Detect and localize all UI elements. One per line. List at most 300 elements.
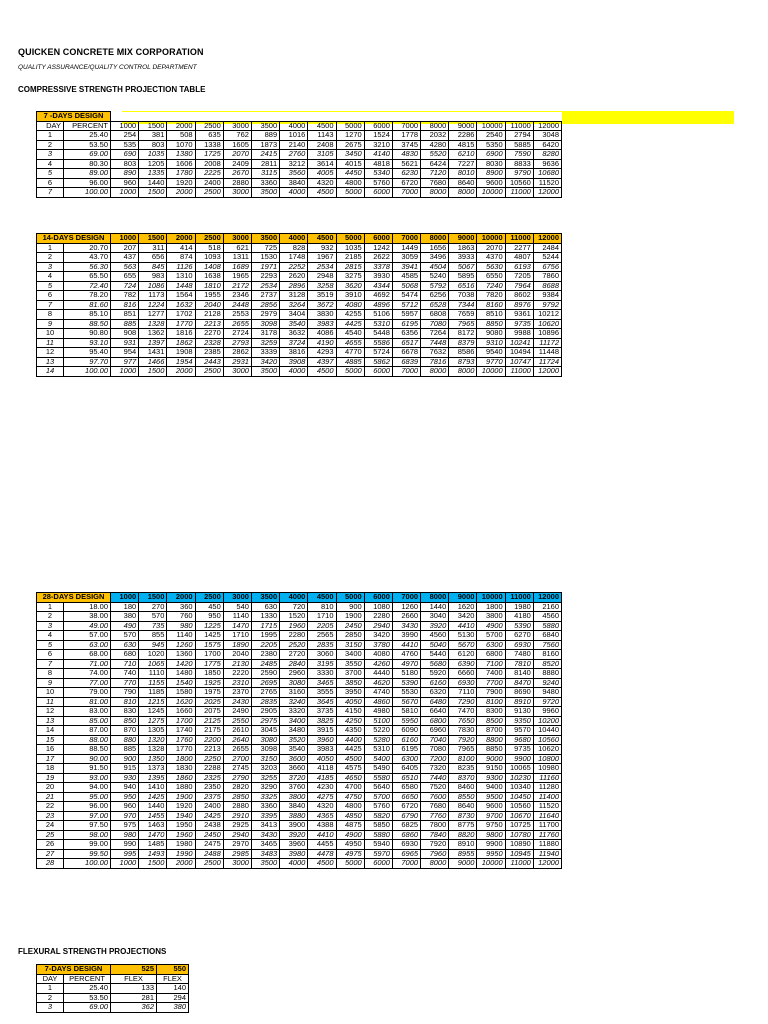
value-cell: 4320 — [308, 178, 336, 188]
strength-header: 1000 — [111, 121, 139, 131]
value-cell: 2438 — [195, 821, 223, 831]
table-row — [37, 272, 562, 282]
table-row — [37, 188, 562, 198]
flex-header: FLEX — [111, 974, 157, 984]
value-cell: 3465 — [251, 840, 279, 850]
value-cell: 4500 — [336, 754, 364, 764]
value-cell: 850 — [111, 716, 139, 726]
value-cell: 4275 — [308, 792, 336, 802]
value-cell: 4293 — [308, 348, 336, 358]
table-14-days — [36, 233, 562, 377]
percent-cell: 49.00 — [64, 621, 111, 631]
value-cell: 6965 — [392, 849, 420, 859]
value-cell: 1225 — [195, 621, 223, 631]
value-cell: 2475 — [195, 840, 223, 850]
value-cell: 4500 — [308, 188, 336, 198]
percent-cell: 81.60 — [64, 300, 111, 310]
value-cell: 7227 — [449, 159, 477, 169]
percent-cell: 93.10 — [64, 338, 111, 348]
value-cell: 8235 — [449, 764, 477, 774]
value-cell: 1440 — [139, 802, 167, 812]
value-cell: 4255 — [336, 310, 364, 320]
strength-header: 8000 — [421, 121, 449, 131]
value-cell: 8833 — [505, 159, 533, 169]
value-cell: 5792 — [421, 281, 449, 291]
value-cell: 7900 — [477, 688, 505, 698]
table-28-days — [36, 592, 562, 869]
value-cell: 2815 — [336, 262, 364, 272]
value-cell: 6320 — [421, 688, 449, 698]
percent-cell: 53.50 — [64, 993, 111, 1003]
value-cell: 2896 — [280, 281, 308, 291]
day-cell: 8 — [37, 310, 64, 320]
table-subheader-row — [37, 974, 189, 984]
percent-cell: 93.00 — [64, 773, 111, 783]
value-cell: 1700 — [195, 650, 223, 660]
value-cell: 2000 — [167, 859, 195, 869]
value-cell: 3555 — [308, 688, 336, 698]
value-cell: 8000 — [421, 367, 449, 377]
value-cell: 4080 — [364, 650, 392, 660]
day-cell: 10 — [37, 329, 64, 339]
table-row — [37, 159, 562, 169]
value-cell: 3560 — [280, 169, 308, 179]
value-cell: 5630 — [477, 262, 505, 272]
value-cell: 855 — [139, 631, 167, 641]
value-cell: 1500 — [139, 188, 167, 198]
value-cell: 2140 — [280, 140, 308, 150]
value-cell: 4410 — [392, 640, 420, 650]
value-cell: 1330 — [251, 612, 279, 622]
value-cell: 4850 — [336, 811, 364, 821]
value-cell: 3045 — [251, 726, 279, 736]
value-cell: 10000 — [477, 859, 505, 869]
value-cell: 2640 — [223, 735, 251, 745]
value-cell: 2500 — [195, 859, 223, 869]
value-cell: 2880 — [223, 802, 251, 812]
value-cell: 10620 — [533, 319, 561, 329]
value-cell: 3178 — [251, 329, 279, 339]
value-cell: 3800 — [280, 792, 308, 802]
value-cell: 4250 — [336, 716, 364, 726]
value-cell: 4750 — [336, 792, 364, 802]
value-cell: 3378 — [364, 262, 392, 272]
value-cell: 3483 — [251, 849, 279, 859]
value-cell: 1000 — [111, 188, 139, 198]
value-cell: 2745 — [223, 764, 251, 774]
value-cell: 3500 — [251, 367, 279, 377]
value-cell: 1493 — [139, 849, 167, 859]
value-cell: 5670 — [392, 697, 420, 707]
table-row — [37, 783, 562, 793]
value-cell: 10065 — [505, 764, 533, 774]
value-cell: 2213 — [195, 745, 223, 755]
value-cell: 4000 — [280, 188, 308, 198]
day-cell: 24 — [37, 821, 64, 831]
percent-cell: 43.70 — [64, 253, 111, 263]
value-cell: 518 — [195, 243, 223, 253]
table-row — [37, 300, 562, 310]
value-cell: 3465 — [308, 678, 336, 688]
value-cell: 4440 — [364, 669, 392, 679]
value-cell: 9570 — [505, 726, 533, 736]
value-cell: 2040 — [223, 650, 251, 660]
value-cell: 735 — [139, 621, 167, 631]
value-cell: 3240 — [280, 697, 308, 707]
table-row — [37, 131, 562, 141]
value-cell: 5220 — [364, 726, 392, 736]
table-row — [37, 754, 562, 764]
table-header-row — [37, 121, 562, 131]
value-cell: 6650 — [392, 792, 420, 802]
value-cell: 4760 — [392, 650, 420, 660]
value-cell: 2940 — [223, 830, 251, 840]
value-cell: 133 — [111, 984, 157, 994]
table-row — [37, 669, 562, 679]
value-cell: 1000 — [111, 859, 139, 869]
value-cell: 6640 — [421, 707, 449, 717]
day-header: DAY — [37, 974, 64, 984]
value-cell: 11400 — [533, 792, 561, 802]
percent-cell: 88.50 — [64, 745, 111, 755]
flexural-title: FLEXURAL STRENGTH PROJECTIONS — [18, 947, 167, 956]
value-cell: 6510 — [392, 773, 420, 783]
day-cell: 18 — [37, 764, 64, 774]
value-cell: 1470 — [139, 830, 167, 840]
value-cell: 656 — [139, 253, 167, 263]
value-cell: 8900 — [477, 169, 505, 179]
value-cell: 1710 — [223, 631, 251, 641]
value-cell: 5712 — [392, 300, 420, 310]
value-cell: 8800 — [477, 735, 505, 745]
day-cell: 7 — [37, 188, 64, 198]
value-cell: 2252 — [280, 262, 308, 272]
value-cell: 1564 — [167, 291, 195, 301]
value-cell: 3160 — [280, 688, 308, 698]
value-cell: 3255 — [251, 773, 279, 783]
value-cell: 9636 — [533, 159, 561, 169]
value-cell: 2695 — [251, 678, 279, 688]
strength-header: 2500 — [195, 234, 223, 244]
value-cell: 3950 — [336, 688, 364, 698]
value-cell: 6678 — [392, 348, 420, 358]
value-cell: 1373 — [139, 764, 167, 774]
value-cell: 1863 — [449, 243, 477, 253]
value-cell: 5940 — [364, 840, 392, 850]
flex-strength-header: 550 — [157, 965, 189, 975]
day-cell: 23 — [37, 811, 64, 821]
value-cell: 3500 — [251, 188, 279, 198]
value-cell: 1524 — [364, 131, 392, 141]
value-cell: 1780 — [167, 169, 195, 179]
value-cell: 1925 — [195, 678, 223, 688]
value-cell: 1350 — [139, 754, 167, 764]
percent-cell: 95.40 — [64, 348, 111, 358]
table-header-row — [37, 593, 562, 603]
value-cell: 4900 — [477, 621, 505, 631]
strength-header: 6000 — [364, 593, 392, 603]
value-cell: 2850 — [336, 631, 364, 641]
value-cell: 8160 — [533, 650, 561, 660]
value-cell: 1873 — [251, 140, 279, 150]
value-cell: 7680 — [421, 802, 449, 812]
table-row — [37, 859, 562, 869]
value-cell: 1448 — [167, 281, 195, 291]
value-cell: 7120 — [421, 169, 449, 179]
value-cell: 1520 — [280, 612, 308, 622]
table-row — [37, 984, 189, 994]
value-cell: 6960 — [421, 726, 449, 736]
table-row — [37, 612, 562, 622]
percent-cell: 100.00 — [64, 859, 111, 869]
value-cell: 9150 — [477, 764, 505, 774]
day-cell: 14 — [37, 726, 64, 736]
value-cell: 4410 — [449, 621, 477, 631]
value-cell: 6210 — [449, 150, 477, 160]
value-cell: 5340 — [364, 169, 392, 179]
value-cell: 9735 — [505, 745, 533, 755]
value-cell: 8602 — [505, 291, 533, 301]
value-cell: 4504 — [421, 262, 449, 272]
value-cell: 2960 — [280, 669, 308, 679]
value-cell: 3330 — [308, 669, 336, 679]
value-cell: 1500 — [139, 367, 167, 377]
value-cell: 6930 — [449, 678, 477, 688]
percent-cell: 90.80 — [64, 329, 111, 339]
value-cell: 2380 — [251, 650, 279, 660]
day-cell: 2 — [37, 612, 64, 622]
value-cell: 3059 — [392, 253, 420, 263]
value-cell: 2979 — [251, 310, 279, 320]
table-row — [37, 1003, 189, 1013]
value-cell: 4086 — [308, 329, 336, 339]
value-cell: 2850 — [223, 792, 251, 802]
value-cell: 1440 — [139, 178, 167, 188]
value-cell: 1328 — [139, 745, 167, 755]
value-cell: 7038 — [449, 291, 477, 301]
value-cell: 1173 — [139, 291, 167, 301]
value-cell: 5400 — [364, 754, 392, 764]
value-cell: 4320 — [308, 802, 336, 812]
value-cell: 5474 — [392, 291, 420, 301]
value-cell: 8793 — [449, 357, 477, 367]
value-cell: 5700 — [364, 792, 392, 802]
value-cell: 1440 — [421, 602, 449, 612]
value-cell: 1480 — [167, 669, 195, 679]
value-cell: 3941 — [392, 262, 420, 272]
value-cell: 4397 — [308, 357, 336, 367]
value-cell: 11000 — [505, 367, 533, 377]
value-cell: 7659 — [449, 310, 477, 320]
day-cell: 6 — [37, 291, 64, 301]
value-cell: 10560 — [533, 735, 561, 745]
value-cell: 6230 — [392, 169, 420, 179]
value-cell: 3980 — [280, 849, 308, 859]
strength-header: 3000 — [223, 234, 251, 244]
value-cell: 7000 — [392, 367, 420, 377]
value-cell: 970 — [111, 811, 139, 821]
percent-cell: 25.40 — [64, 131, 111, 141]
strength-header: 5000 — [336, 593, 364, 603]
value-cell: 8640 — [449, 178, 477, 188]
value-cell: 4830 — [392, 150, 420, 160]
value-cell: 2910 — [223, 811, 251, 821]
value-cell: 7760 — [421, 811, 449, 821]
value-cell: 10450 — [505, 792, 533, 802]
day-cell: 13 — [37, 357, 64, 367]
value-cell: 2675 — [336, 140, 364, 150]
value-cell: 4807 — [505, 253, 533, 263]
value-cell: 2280 — [364, 612, 392, 622]
value-cell: 9735 — [505, 319, 533, 329]
value-cell: 880 — [111, 735, 139, 745]
value-cell: 9800 — [477, 830, 505, 840]
table-row — [37, 243, 562, 253]
value-cell: 2835 — [308, 640, 336, 650]
value-cell: 9350 — [505, 716, 533, 726]
day-cell: 21 — [37, 792, 64, 802]
value-cell: 8586 — [449, 348, 477, 358]
strength-header: 2000 — [167, 234, 195, 244]
day-cell: 11 — [37, 338, 64, 348]
value-cell: 1110 — [139, 669, 167, 679]
table-row — [37, 802, 562, 812]
value-cell: 1035 — [336, 243, 364, 253]
value-cell: 6528 — [421, 300, 449, 310]
percent-cell: 63.00 — [64, 640, 111, 650]
value-cell: 2032 — [421, 131, 449, 141]
day-cell: 7 — [37, 659, 64, 669]
value-cell: 1689 — [223, 262, 251, 272]
percent-cell: 57.00 — [64, 631, 111, 641]
value-cell: 5724 — [364, 348, 392, 358]
value-cell: 2425 — [195, 811, 223, 821]
value-cell: 1605 — [223, 140, 251, 150]
table-row — [37, 773, 562, 783]
value-cell: 4650 — [336, 773, 364, 783]
value-cell: 3830 — [308, 310, 336, 320]
value-cell: 908 — [111, 329, 139, 339]
value-cell: 2765 — [251, 688, 279, 698]
value-cell: 2490 — [223, 707, 251, 717]
value-cell: 6270 — [505, 631, 533, 641]
value-cell: 2175 — [195, 726, 223, 736]
value-cell: 990 — [111, 840, 139, 850]
value-cell: 6790 — [392, 811, 420, 821]
value-cell: 1965 — [223, 272, 251, 282]
value-cell: 4560 — [421, 631, 449, 641]
strength-header: 11000 — [505, 121, 533, 131]
value-cell: 2280 — [280, 631, 308, 641]
value-cell: 6660 — [449, 669, 477, 679]
value-cell: 8820 — [449, 830, 477, 840]
value-cell: 3910 — [336, 291, 364, 301]
percent-cell: 88.00 — [64, 735, 111, 745]
value-cell: 8688 — [533, 281, 561, 291]
value-cell: 8280 — [533, 150, 561, 160]
value-cell: 5880 — [533, 621, 561, 631]
value-cell: 1338 — [195, 140, 223, 150]
value-cell: 6390 — [449, 659, 477, 669]
value-cell: 3360 — [251, 802, 279, 812]
value-cell: 5244 — [533, 253, 561, 263]
value-cell: 980 — [111, 830, 139, 840]
value-cell: 8500 — [477, 716, 505, 726]
value-cell: 8850 — [477, 745, 505, 755]
value-cell: 6930 — [505, 640, 533, 650]
value-cell: 5180 — [392, 669, 420, 679]
value-cell: 1185 — [139, 688, 167, 698]
percent-cell: 80.30 — [64, 159, 111, 169]
value-cell: 4500 — [308, 859, 336, 869]
value-cell: 7000 — [392, 859, 420, 869]
percent-cell: 71.00 — [64, 659, 111, 669]
value-cell: 1880 — [167, 783, 195, 793]
value-cell: 10212 — [533, 310, 561, 320]
value-cell: 3264 — [280, 300, 308, 310]
strength-header: 10000 — [477, 234, 505, 244]
value-cell: 7080 — [421, 319, 449, 329]
value-cell: 5000 — [336, 367, 364, 377]
value-cell: 11700 — [533, 821, 561, 831]
value-cell: 12000 — [533, 367, 561, 377]
value-cell: 7964 — [505, 281, 533, 291]
strength-header: 4500 — [308, 121, 336, 131]
percent-cell: 85.00 — [64, 716, 111, 726]
table-row — [37, 697, 562, 707]
value-cell: 3645 — [308, 697, 336, 707]
value-cell: 3115 — [251, 169, 279, 179]
value-cell: 1700 — [167, 716, 195, 726]
strength-header: 12000 — [533, 121, 561, 131]
percent-cell: 65.50 — [64, 272, 111, 282]
value-cell: 3614 — [308, 159, 336, 169]
value-cell: 2346 — [223, 291, 251, 301]
value-cell: 1606 — [167, 159, 195, 169]
value-cell: 8000 — [421, 859, 449, 869]
value-cell: 4700 — [336, 783, 364, 793]
strength-header: 11000 — [505, 234, 533, 244]
day-cell: 1 — [37, 131, 64, 141]
value-cell: 2370 — [223, 688, 251, 698]
value-cell: 1800 — [477, 602, 505, 612]
value-cell: 6580 — [392, 783, 420, 793]
strength-header: 9000 — [449, 121, 477, 131]
percent-cell: 53.50 — [64, 140, 111, 150]
value-cell: 4885 — [336, 357, 364, 367]
table-row — [37, 602, 562, 612]
value-cell: 5390 — [505, 621, 533, 631]
strength-header: 7000 — [392, 121, 420, 131]
table-row — [37, 678, 562, 688]
value-cell: 3290 — [251, 783, 279, 793]
value-cell: 1470 — [223, 621, 251, 631]
value-cell: 655 — [111, 272, 139, 282]
strength-header: 1000 — [111, 234, 139, 244]
value-cell: 1890 — [223, 640, 251, 650]
strength-header: 4000 — [280, 234, 308, 244]
day-cell: 3 — [37, 1003, 64, 1013]
strength-header: 4500 — [308, 593, 336, 603]
table-row — [37, 291, 562, 301]
table-row — [37, 840, 562, 850]
value-cell: 7920 — [421, 840, 449, 850]
value-cell: 2970 — [223, 840, 251, 850]
value-cell: 437 — [111, 253, 139, 263]
value-cell: 1748 — [280, 253, 308, 263]
value-cell: 770 — [111, 678, 139, 688]
table-row — [37, 821, 562, 831]
